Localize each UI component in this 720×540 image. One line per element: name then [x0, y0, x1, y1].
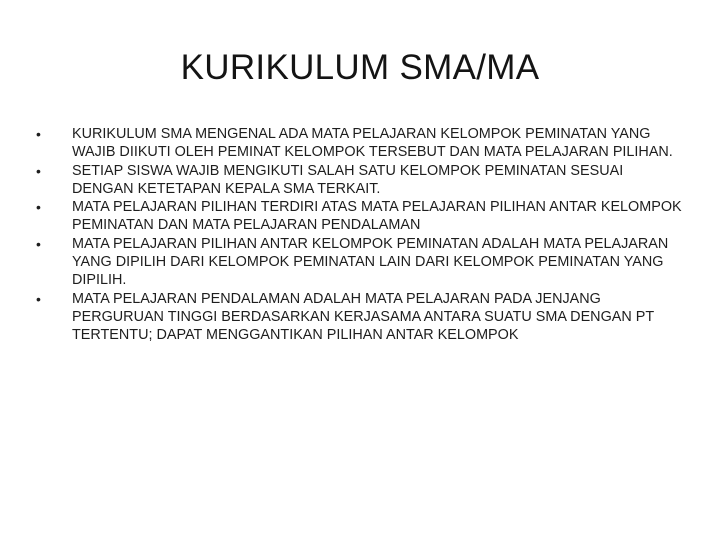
bullet-text: SETIAP SISWA WAJIB MENGIKUTI SALAH SATU KELOMPOK PEMINATAN SESUAI DENGAN KETETAPAN KEPALA SMA TERKAIT.	[72, 162, 624, 197]
bullet-text: KURIKULUM SMA MENGENAL ADA MATA PELAJARAN KELOMPOK PEMINATAN YANG WAJIB DIIKUTI OLEH PEMINAT KELOMPOK TERSEBUT DAN MATA PELAJARAN PILIHAN.	[72, 126, 673, 161]
bullet-item	[36, 235, 686, 290]
bullet-dot-icon: •	[36, 199, 41, 216]
bullet-item	[36, 198, 686, 235]
bullet-list	[36, 125, 686, 345]
bullet-dot-icon: •	[36, 162, 41, 179]
bullet-dot-icon: •	[36, 126, 41, 142]
bullet-text: MATA PELAJARAN PENDALAMAN ADALAH MATA PELAJARAN PADA JENJANG PERGURUAN TINGGI BERDASARKAN KERJASAMA ANTARA SUATU SMA DENGAN PT TERTENTU; DAPAT MENGGANTIKAN PILIHAN ANTAR KELOMPOK	[72, 290, 654, 344]
bullet-dot-icon: •	[36, 290, 41, 307]
bullet-text: MATA PELAJARAN PILIHAN TERDIRI ATAS MATA PELAJARAN PILIHAN ANTAR KELOMPOK PEMINATAN DAN MATA PELAJARAN PENDALAMAN	[72, 199, 682, 234]
bullet-text: MATA PELAJARAN PILIHAN ANTAR KELOMPOK PEMINATAN ADALAH MATA PELAJARAN YANG DIPILIH DARI KELOMPOK PEMINATAN LAIN DARI KELOMPOK PEMINATAN YANG DIPILIH.	[72, 235, 669, 289]
bullet-dot-icon: •	[36, 235, 41, 252]
bullet-item	[36, 125, 686, 162]
slide-title: KURIKULUM SMA/MA	[180, 48, 540, 87]
bullet-item	[36, 290, 686, 345]
bullet-item	[36, 162, 686, 199]
